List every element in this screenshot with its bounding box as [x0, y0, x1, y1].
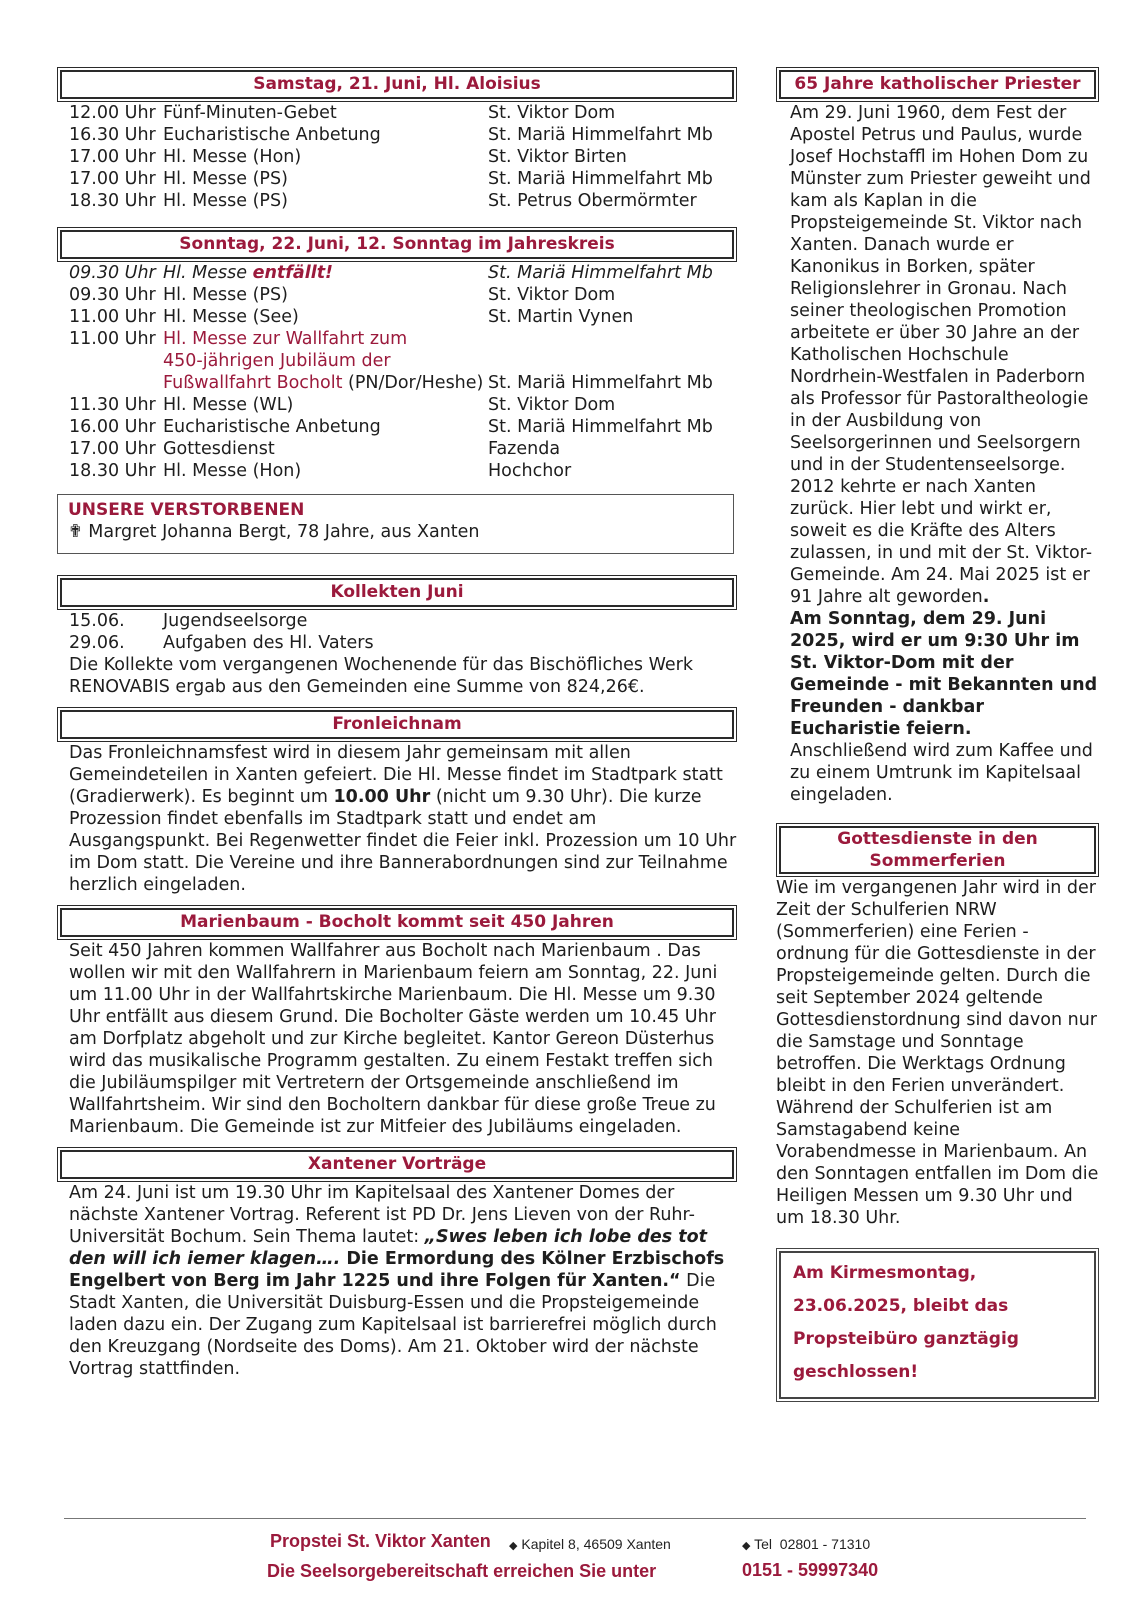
- lectures-section: [57, 1150, 737, 1380]
- time: 09.30 Uhr: [69, 285, 156, 305]
- schedule-row: [69, 190, 729, 212]
- time: 11.00 Uhr: [69, 329, 156, 349]
- celebration-note: Am Sonntag, dem 29. Juni 2025, wird er um 9:30 Uhr im St. Viktor-Dom mit der Gemeinde - mit Bekannten und Freunden - dankbar Eucharistie feiern.: [790, 609, 1098, 739]
- schedule-row: [69, 168, 729, 190]
- phone-number: 02801 - 71310: [779, 1536, 871, 1552]
- start-time: 10.00 Uhr: [333, 787, 431, 807]
- marienbaum-heading: Marienbaum - Bocholt kommt seit 450 Jahren: [60, 908, 734, 937]
- marienbaum-text: Seit 450 Jahren kommen Wallfahrer aus Bocholt nach Marienbaum . Das wollen wir mit den Wallfahrern in Marienbaum feiern am Sonntag, 22. Juni um 11.00 Uhr in der Wallfahrtskirche Marienbaum. Die Hl. Messe um 9.30 Uhr entfällt aus diesem Grund. Die Bocholter Gäste werden um 10.45 Uhr am Dorfplatz abgeholt und zur Kirche begleitet. Kantor Gereon Düsterhus wird das musikalische Programm gestalten. Zu einem Festakt treffen sich die Jubiläumspilger mit Vertretern der Ortsgemeinde anschließend im Wallfahrtsheim. Wir sind den Bocholtern dankbar für diese große Treue zu Marienbaum. Die Gemeinde ist zur Mitfeier des Jubiläums eingeladen.: [69, 941, 718, 1137]
- pilgrimage-line: 450-jährigen Jubiläum der: [163, 351, 391, 371]
- service: Hl. Messe (PS): [163, 285, 288, 305]
- service: Hl. Messe (PS): [163, 191, 288, 211]
- deceased-box: [57, 494, 734, 554]
- lecture-topic: Die Ermordung des Kölner Erzbischofs Engelbert von Berg im Jahr 1225 und ihre Folgen für Xanten.“: [69, 1249, 725, 1291]
- collection-date: 29.06.: [69, 633, 125, 653]
- service: Hl. Messe (Hon): [163, 461, 302, 481]
- location: St. Mariä Himmelfahrt Mb: [488, 263, 713, 283]
- corpus-christi-section: [57, 710, 737, 896]
- schedule-row: [69, 124, 729, 146]
- location: St. Mariä Himmelfahrt Mb: [488, 169, 713, 189]
- priest-text: [790, 102, 1099, 806]
- deceased-entry: [68, 521, 723, 543]
- marienbaum-section: [57, 908, 737, 1138]
- service: [163, 262, 488, 284]
- corpus-christi-heading: Fronleichnam: [60, 710, 734, 739]
- collection-date: 15.06.: [69, 611, 125, 631]
- collections-note: Die Kollekte vom vergangenen Wochenende für das Bischöfliches Werk RENOVABIS ergab aus den Gemeinden eine Summe von 824,26€.: [69, 655, 693, 697]
- pilgrimage-celebrants: (PN/Dor/Heshe): [342, 373, 484, 393]
- saturday-schedule: [69, 102, 729, 212]
- pilgrimage-line: Hl. Messe zur Wallfahrt zum: [163, 329, 408, 349]
- time: 17.00 Uhr: [69, 439, 156, 459]
- text-part: Am 29. Juni 1960, dem Fest der Apostel Petrus und Paulus, wurde Josef Hochstaffl im Hohen Dom zu Münster zum Priester geweiht und kam als Kaplan in die Propsteigemeinde St. Viktor nach Xanten. Danach wurde er Kanonikus in Borken, später Religionslehrer in Gronau. Nach seiner theologischen Promotion arbeitete er über 30 Jahre an der Katholischen Hochschule Nordrhein-Westfalen in Paderborn als Professor für Pastoraltheologie in der Ausbildung von Seelsorgerinnen und Seelsorgern und in der Studentenseelsorge. 2012 kehrte er nach Xanten zurück. Hier lebt und wirkt er, soweit es die Kräfte des Alters zulassen, in und mit der St. Viktor-Gemeinde. Am 24. Mai 2025 ist er 91 Jahre alt geworden: [790, 103, 1093, 607]
- saturday-heading: Samstag, 21. Juni, Hl. Aloisius: [60, 70, 734, 99]
- deceased-name: Margret Johanna Bergt, 78 Jahre, aus Xanten: [88, 522, 480, 542]
- location: St. Viktor Birten: [488, 147, 627, 167]
- schedule-row: [69, 306, 729, 328]
- collection-purpose: Jugendseelsorge: [163, 611, 308, 631]
- service: Hl. Messe (PS): [163, 169, 288, 189]
- saturday-section: [57, 70, 737, 212]
- location: St. Mariä Himmelfahrt Mb: [488, 417, 713, 437]
- sunday-schedule: [69, 262, 729, 482]
- location: St. Viktor Dom: [488, 285, 616, 305]
- time: 11.30 Uhr: [69, 395, 156, 415]
- location: St. Viktor Dom: [488, 395, 616, 415]
- service: [163, 328, 729, 394]
- service: Hl. Messe (See): [163, 307, 299, 327]
- sunday-section: [57, 230, 737, 482]
- text-part: Das Fronleichnamsfest wird in diesem Jahr gemeinsam mit allen Gemeindeteilen in Xanten gefeiert. Die Hl. Messe findet im Stadtpark statt (Gradierwerk). Es beginnt um: [69, 743, 723, 807]
- collections-heading: Kollekten Juni: [60, 578, 734, 607]
- pilgrimage-label: Fußwallfahrt Bocholt: [163, 373, 343, 393]
- summer-section: [776, 826, 1099, 1229]
- footer-address: [509, 1533, 671, 1557]
- schedule-row: [69, 146, 729, 168]
- time: 18.30 Uhr: [69, 461, 156, 481]
- text-part: Am 24. Juni ist um 19.30 Uhr im Kapitelsaal des Xantener Domes der nächste Xantener Vortrag. Referent ist PD Dr. Jens Lieven von der Ruhr-Universität Bochum. Sein Thema lautet:: [69, 1183, 695, 1247]
- text-part: .: [982, 587, 990, 607]
- location: St. Mariä Himmelfahrt Mb: [488, 125, 713, 145]
- cross-icon: ✟: [68, 522, 83, 542]
- time: 16.00 Uhr: [69, 417, 156, 437]
- time: 17.00 Uhr: [69, 169, 156, 189]
- time: 12.00 Uhr: [69, 103, 156, 123]
- left-column: [57, 67, 737, 1392]
- collection-row: [69, 610, 729, 632]
- schedule-row: [69, 416, 729, 438]
- office-closed-notice: Am Kirmesmontag, 23.06.2025, bleibt das Propsteibüro ganztägig geschlossen!: [779, 1251, 1096, 1399]
- address-text: Kapitel 8, 46509 Xanten: [521, 1536, 671, 1552]
- service: Gottesdienst: [163, 439, 275, 459]
- cancelled-label: entfällt!: [252, 263, 334, 283]
- right-column: [776, 67, 1099, 1399]
- schedule-row-cancelled: [69, 262, 729, 284]
- schedule-row-pilgrimage: [69, 328, 729, 394]
- location: St. Mariä Himmelfahrt Mb: [488, 373, 713, 393]
- sunday-heading: Sonntag, 22. Juni, 12. Sonntag im Jahreskreis: [60, 230, 734, 259]
- location: St. Martin Vynen: [488, 307, 634, 327]
- footer-phone: [742, 1533, 870, 1557]
- collections-section: [57, 578, 737, 698]
- schedule-row: [69, 460, 729, 482]
- location: Hochchor: [488, 461, 572, 481]
- summer-text: Wie im vergangenen Jahr wird in der Zeit der Schulferien NRW (Sommerferien) eine Ferien - ordnung für die Gottesdienste in der Propsteigemeinde gelten. Durch die seit September 2024 geltende Gottesdienstordnung sind davon nur die Samstage und Sonntage betroffen. Die Werktags Ordnung bleibt in den Ferien unverändert. Während der Schulferien ist am Samstagabend keine Vorabendmesse in Marienbaum. An den Sonntagen entfallen im Dom die Heiligen Messen um 9.30 Uhr und um 18.30 Uhr.: [776, 878, 1099, 1228]
- diamond-icon: ◆: [742, 1540, 751, 1552]
- schedule-row: [69, 438, 729, 460]
- service-label: Hl. Messe: [163, 263, 253, 283]
- time: 11.00 Uhr: [69, 307, 156, 327]
- footer-emergency-number: 0151 - 59997340: [742, 1560, 879, 1580]
- location: Fazenda: [488, 439, 561, 459]
- service: Eucharistische Anbetung: [163, 417, 381, 437]
- collection-purpose: Aufgaben des Hl. Vaters: [163, 633, 374, 653]
- collections-list: [69, 610, 729, 654]
- phone-label: Tel: [754, 1536, 773, 1552]
- location: St. Viktor Dom: [488, 103, 616, 123]
- priest-section: [776, 70, 1099, 806]
- service: Hl. Messe (Hon): [163, 147, 302, 167]
- time: 16.30 Uhr: [69, 125, 156, 145]
- text-part: (nicht um 9.30 Uhr). Die kurze Prozession findet ebenfalls im Stadtpark statt und endet am Ausgangspunkt. Bei Regenwetter findet die Feier inkl. Prozession um 10 Uhr im Dom statt. Die Vereine und ihre Bannerabordnungen sind zur Teilnahme herzlich eingeladen.: [69, 787, 737, 895]
- footer-divider: [64, 1518, 1086, 1519]
- schedule-row: [69, 284, 729, 306]
- deceased-heading: UNSERE VERSTORBENEN: [68, 500, 305, 520]
- service: Fünf-Minuten-Gebet: [163, 103, 337, 123]
- schedule-row: [69, 102, 729, 124]
- time: 18.30 Uhr: [69, 191, 156, 211]
- lectures-heading: Xantener Vorträge: [60, 1150, 734, 1179]
- text-part: Die Stadt Xanten, die Universität Duisburg-Essen und die Propsteigemeinde laden dazu ein. Der Zugang zum Kapitelsaal ist barrierefrei möglich durch den Kreuzgang (Nordseite des Doms). Am 21. Oktober wird der nächste Vortrag stattfinden.: [69, 1271, 717, 1379]
- time: 09.30 Uhr: [69, 263, 156, 283]
- lectures-text: [69, 1182, 737, 1380]
- footer-org-name: Propstei St. Viktor Xanten: [270, 1531, 491, 1551]
- footer-emergency-text: Die Seelsorgebereitschaft erreichen Sie unter: [267, 1561, 657, 1581]
- service: Hl. Messe (WL): [163, 395, 294, 415]
- schedule-row: [69, 394, 729, 416]
- diamond-icon: ◆: [509, 1540, 518, 1552]
- collection-row: [69, 632, 729, 654]
- text-part: Anschließend wird zum Kaffee und zu einem Umtrunk im Kapitelsaal eingeladen.: [790, 741, 1093, 805]
- pilgrimage-line: [163, 372, 729, 394]
- time: 17.00 Uhr: [69, 147, 156, 167]
- corpus-christi-text: [69, 742, 737, 896]
- lecture-quote: „Swes leben ich lobe des tot den will ich iemer klagen….: [69, 1227, 707, 1269]
- priest-heading: 65 Jahre katholischer Priester: [779, 70, 1096, 99]
- location: St. Petrus Obermörmter: [488, 191, 697, 211]
- service: Eucharistische Anbetung: [163, 125, 381, 145]
- summer-heading: Gottesdienste in den Sommerferien: [779, 826, 1096, 874]
